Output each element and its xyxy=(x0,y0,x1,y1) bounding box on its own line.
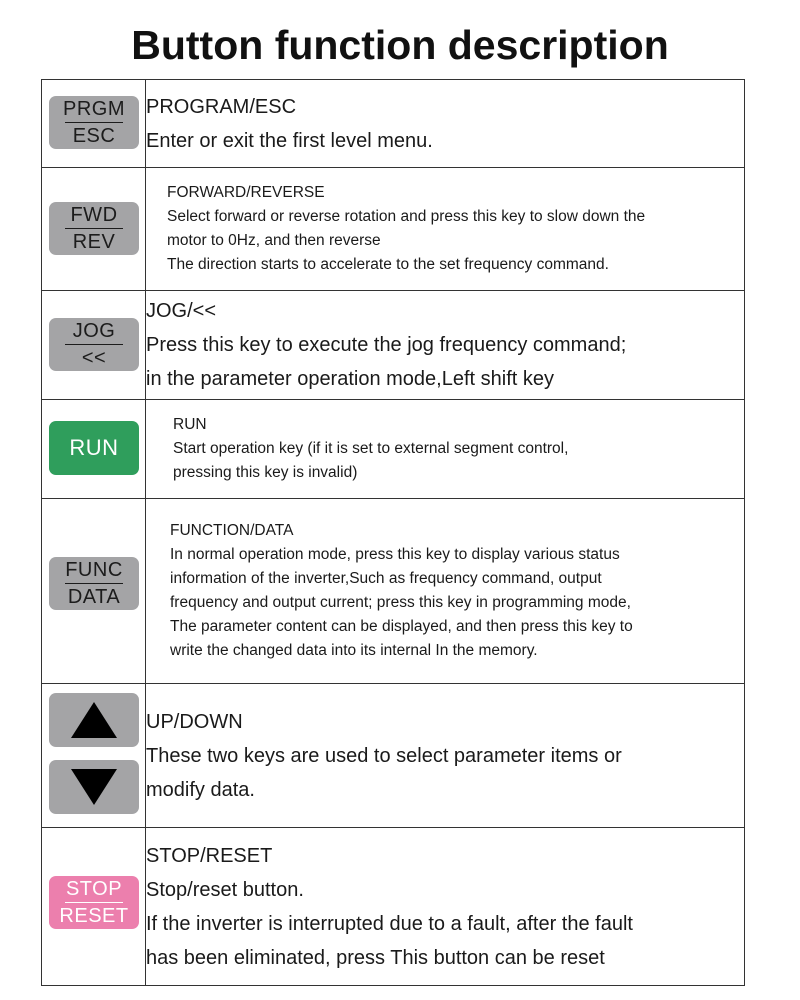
row-jog xyxy=(42,291,745,400)
button-function-table xyxy=(41,79,745,986)
prgm-esc-description: PROGRAM/ESC Enter or exit the first level menu. xyxy=(146,80,745,168)
jog-description: JOG/<< Press this key to execute the jog frequency command; in the parameter operation mode,Left shift key xyxy=(146,291,745,400)
fwd-rev-description: FORWARD/REVERSE Select forward or reverse rotation and press this key to slow down the motor to 0Hz, and then reverse The direction starts to accelerate to the set frequency command. xyxy=(146,168,745,291)
row-func-data xyxy=(42,499,745,684)
run-key: RUN xyxy=(49,421,139,475)
stop-reset-description: STOP/RESET Stop/reset button. If the inverter is interrupted due to a fault, after the fault has been eliminated, press This button can be reset xyxy=(146,828,745,986)
triangle-down-icon xyxy=(71,769,117,805)
row-run xyxy=(42,400,745,499)
func-data-key: FUNC DATA xyxy=(49,557,139,610)
triangle-up-icon xyxy=(71,702,117,738)
row-prgm-esc xyxy=(42,80,745,168)
row-fwd-rev xyxy=(42,168,745,291)
jog-key: JOG << xyxy=(49,318,139,371)
up-down-description: UP/DOWN These two keys are used to select parameter items or modify data. xyxy=(146,684,745,828)
stop-reset-key: STOP RESET xyxy=(49,876,139,929)
prgm-esc-key: PRGM ESC xyxy=(49,96,139,149)
page-title: Button function description xyxy=(131,22,669,68)
row-stop-reset xyxy=(42,828,745,986)
up-key xyxy=(49,693,139,747)
func-data-description: FUNCTION/DATA In normal operation mode, press this key to display various status information of the inverter,Such as frequency command, output frequency and output current; press this key in programming mode, The parameter content can be displayed, and then press this key to write the changed data into its internal In the memory. xyxy=(146,499,745,684)
run-description: RUN Start operation key (if it is set to external segment control, pressing this key is invalid) xyxy=(146,400,745,499)
row-up-down xyxy=(42,684,745,828)
down-key xyxy=(49,760,139,814)
fwd-rev-key: FWD REV xyxy=(49,202,139,255)
